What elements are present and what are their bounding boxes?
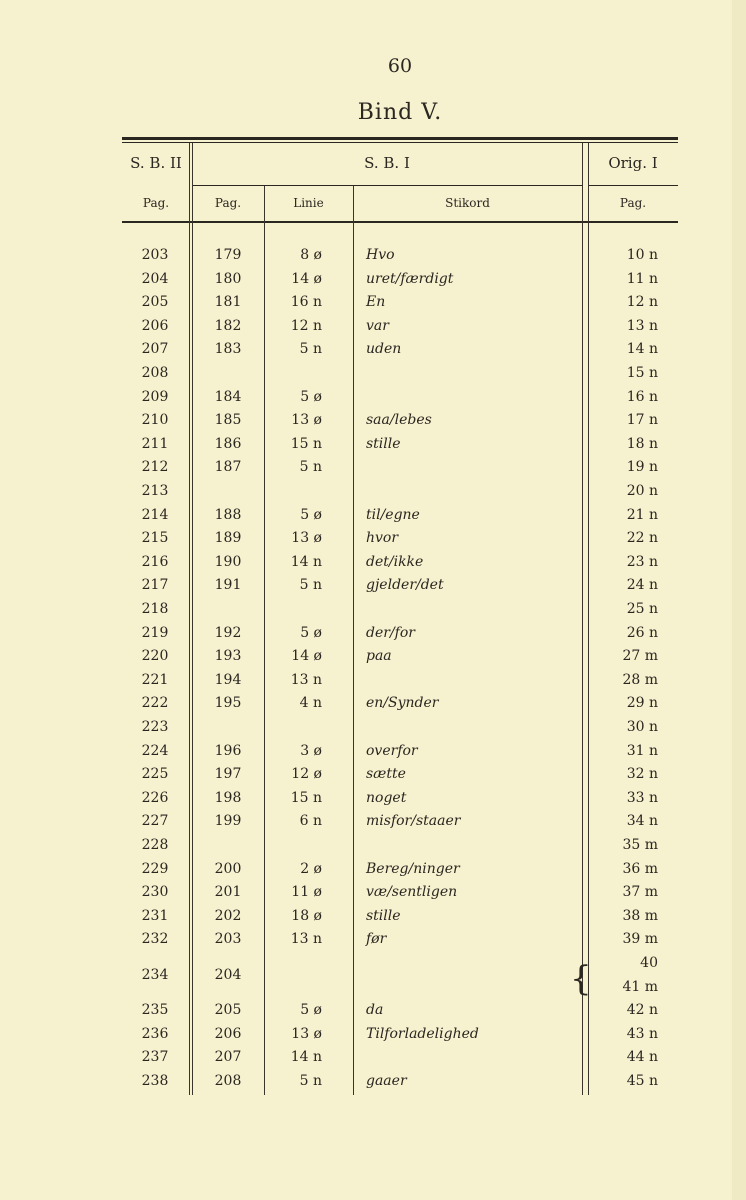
cell-orig-pag: 22 n	[626, 530, 658, 547]
cell-sb2-pag: 207	[141, 341, 169, 358]
cell-sb2-pag: 216	[141, 553, 169, 570]
cell-orig-pag: 14 n	[626, 341, 658, 358]
cell-orig-pag: 17 n	[626, 412, 658, 429]
cell-stikord: overfor	[366, 742, 418, 759]
cell-sb2-pag: 225	[141, 766, 169, 783]
table-row	[0, 315, 746, 338]
cell-orig-pag: 35 m	[622, 837, 658, 853]
cell-sb2-pag: 237	[141, 1049, 169, 1066]
table-top-rule-thin	[122, 142, 678, 143]
cell-stikord: da	[366, 1002, 384, 1019]
cell-sb2-pag: 231	[141, 907, 169, 924]
cell-orig-pag: 13 n	[626, 317, 658, 334]
cell-sb1-pag: 186	[214, 435, 242, 452]
cell-sb2-pag: 211	[141, 435, 169, 452]
cell-orig-pag: 38 m	[622, 907, 658, 924]
cell-orig-pag: 43 n	[626, 1025, 658, 1042]
cell-linie: 15 n	[290, 789, 322, 806]
cell-linie: 13 ø	[291, 1025, 322, 1042]
table-row	[0, 716, 746, 739]
cell-linie: 15 n	[290, 435, 322, 452]
cell-sb1-pag: 197	[214, 766, 242, 783]
cell-stikord: stille	[366, 435, 401, 452]
page-title: Bind V.	[357, 100, 443, 125]
cell-sb1-pag: 181	[214, 294, 242, 311]
cell-stikord: det/ikke	[366, 553, 424, 570]
cell-sb1-pag: 195	[214, 695, 242, 712]
cell-sb1-pag: 191	[214, 577, 242, 594]
header-divider-right	[588, 185, 678, 186]
cell-sb1-pag: 183	[214, 341, 242, 358]
cell-sb2-pag: 234	[141, 966, 169, 983]
cell-linie: 13 ø	[291, 412, 322, 429]
table-row	[0, 966, 746, 999]
cell-orig-pag: 42 n	[626, 1002, 658, 1019]
table-row	[0, 598, 746, 621]
table-row	[0, 551, 746, 574]
table-row	[0, 1070, 746, 1093]
header-orig: Orig. I	[608, 154, 658, 172]
cell-sb2-pag: 210	[141, 412, 169, 429]
cell-stikord: en/Synder	[366, 695, 439, 712]
cell-stikord: til/egne	[366, 506, 420, 523]
cell-orig-pag: 40	[640, 955, 658, 971]
brace-glyph: {	[570, 959, 592, 999]
cell-sb2-pag: 229	[141, 860, 169, 877]
cell-sb2-pag: 215	[141, 530, 169, 547]
cell-sb2-pag: 235	[141, 1002, 169, 1019]
cell-linie: 3 ø	[300, 742, 322, 759]
cell-sb2-pag: 238	[141, 1073, 169, 1089]
table-row	[0, 362, 746, 385]
cell-orig-pag: 27 m	[622, 648, 658, 665]
cell-stikord: gaaer	[366, 1073, 407, 1089]
cell-linie: 13 n	[290, 671, 322, 688]
cell-orig-pag: 21 n	[626, 506, 658, 523]
table-row	[0, 999, 746, 1022]
table-row	[0, 433, 746, 456]
cell-sb1-pag: 204	[214, 966, 242, 983]
cell-linie: 5 ø	[300, 388, 322, 405]
cell-linie: 12 n	[290, 317, 322, 334]
cell-orig-pag: 34 n	[626, 813, 658, 830]
cell-sb1-pag: 198	[214, 789, 242, 806]
cell-sb2-pag: 222	[141, 695, 169, 712]
table-row	[0, 622, 746, 645]
table-row	[0, 1023, 746, 1046]
cell-linie: 11 ø	[291, 884, 322, 901]
cell-sb1-pag: 180	[214, 270, 242, 287]
cell-sb1-pag: 193	[214, 648, 242, 665]
table-row	[0, 740, 746, 763]
cell-stikord: misfor/staaer	[366, 813, 461, 830]
cell-linie: 13 n	[290, 931, 322, 948]
page-number: 60	[387, 55, 413, 77]
table-top-rule	[122, 137, 678, 140]
cell-sb2-pag: 232	[141, 931, 169, 948]
cell-linie: 12 ø	[291, 766, 322, 783]
cell-sb1-pag: 192	[214, 624, 242, 641]
cell-sb2-pag: 208	[141, 365, 169, 381]
cell-sb2-pag: 218	[141, 601, 169, 617]
cell-sb2-pag: 204	[141, 270, 169, 287]
table-row	[0, 527, 746, 550]
table-row	[0, 810, 746, 833]
cell-linie: 16 n	[290, 294, 322, 311]
cell-stikord: paa	[366, 648, 392, 665]
cell-sb1-pag: 203	[214, 931, 242, 948]
cell-linie: 5 n	[299, 341, 322, 358]
cell-linie: 14 n	[290, 553, 322, 570]
table-row	[0, 645, 746, 668]
cell-stikord: uret/færdigt	[366, 270, 454, 287]
cell-orig-pag: 15 n	[626, 365, 658, 381]
table-row	[0, 244, 746, 267]
cell-sb1-pag: 189	[214, 530, 242, 547]
subheader-pag-sb1: Pag.	[214, 196, 242, 210]
cell-sb1-pag: 185	[214, 412, 242, 429]
table-row	[0, 574, 746, 597]
cell-stikord: Hvo	[366, 247, 395, 263]
cell-orig-pag: 36 m	[622, 860, 658, 877]
header-sb2: S. B. II	[130, 154, 182, 172]
cell-orig-pag: 23 n	[626, 553, 658, 570]
cell-orig-pag: 12 n	[626, 294, 658, 311]
cell-orig-pag: 11 n	[626, 270, 658, 287]
subheader-stikord: Stikord	[445, 196, 490, 210]
cell-orig-pag: 41 m	[622, 978, 658, 995]
cell-linie: 14 ø	[291, 648, 322, 665]
cell-orig-pag: 20 n	[626, 483, 658, 499]
table-row	[0, 480, 746, 503]
cell-sb2-pag: 209	[141, 388, 169, 405]
cell-stikord: der/for	[366, 624, 415, 641]
table-row	[0, 905, 746, 928]
subheader-pag-sb2: Pag.	[142, 196, 170, 210]
table-row	[0, 456, 746, 479]
table-row	[0, 763, 746, 786]
cell-orig-pag: 37 m	[622, 884, 658, 901]
table-row	[0, 928, 746, 951]
table-row	[0, 291, 746, 314]
cell-sb1-pag: 201	[214, 884, 242, 901]
table-row	[0, 834, 746, 857]
cell-stikord: En	[366, 294, 386, 311]
table-row	[0, 858, 746, 881]
cell-sb1-pag: 184	[214, 388, 242, 405]
cell-stikord: gjelder/det	[366, 577, 444, 594]
cell-sb1-pag: 207	[214, 1049, 242, 1066]
cell-sb2-pag: 213	[141, 483, 169, 499]
cell-sb2-pag: 224	[141, 742, 169, 759]
cell-orig-pag: 24 n	[626, 577, 658, 594]
subheader-bottom-rule	[122, 221, 678, 223]
cell-orig-pag: 25 n	[626, 601, 658, 617]
cell-orig-pag: 16 n	[626, 388, 658, 405]
cell-orig-pag: 19 n	[626, 459, 658, 476]
cell-orig-pag: 29 n	[626, 695, 658, 712]
cell-stikord: væ/sentligen	[366, 884, 458, 901]
cell-sb1-pag: 206	[214, 1025, 242, 1042]
table-row	[0, 669, 746, 692]
cell-sb1-pag: 188	[214, 506, 242, 523]
table-row	[0, 338, 746, 361]
cell-sb2-pag: 203	[141, 247, 169, 263]
table-row	[0, 268, 746, 291]
cell-stikord: Tilforladelighed	[366, 1025, 479, 1042]
cell-sb2-pag: 223	[141, 719, 169, 735]
cell-sb1-pag: 202	[214, 907, 242, 924]
cell-orig-pag: 10 n	[626, 247, 658, 263]
cell-sb1-pag: 190	[214, 553, 242, 570]
cell-orig-pag: 39 m	[622, 931, 658, 948]
cell-orig-pag: 33 n	[626, 789, 658, 806]
cell-orig-pag: 26 n	[626, 624, 658, 641]
cell-sb2-pag: 221	[141, 671, 169, 688]
cell-linie: 18 ø	[291, 907, 322, 924]
cell-stikord: sætte	[366, 766, 406, 783]
cell-linie: 5 ø	[300, 624, 322, 641]
cell-orig-pag: 18 n	[626, 435, 658, 452]
table-row	[0, 787, 746, 810]
cell-sb2-pag: 205	[141, 294, 169, 311]
cell-stikord: saa/lebes	[366, 412, 432, 429]
cell-sb2-pag: 230	[141, 884, 169, 901]
cell-sb1-pag: 196	[214, 742, 242, 759]
cell-orig-pag: 44 n	[626, 1049, 658, 1066]
cell-linie: 5 ø	[300, 506, 322, 523]
cell-orig-pag: 31 n	[626, 742, 658, 759]
table-row	[0, 1046, 746, 1069]
cell-sb1-pag: 205	[214, 1002, 242, 1019]
cell-sb2-pag: 214	[141, 506, 169, 523]
cell-linie: 14 ø	[291, 270, 322, 287]
cell-linie: 8 ø	[300, 247, 322, 263]
cell-sb1-pag: 194	[214, 671, 242, 688]
cell-linie: 13 ø	[291, 530, 322, 547]
table-row	[0, 952, 746, 975]
cell-stikord: før	[366, 931, 387, 948]
cell-sb2-pag: 228	[141, 837, 169, 853]
cell-stikord: Bereg/ninger	[366, 860, 460, 877]
cell-sb1-pag: 199	[214, 813, 242, 830]
cell-sb2-pag: 236	[141, 1025, 169, 1042]
table-row	[0, 504, 746, 527]
subheader-linie: Linie	[293, 196, 324, 210]
cell-sb1-pag: 187	[214, 459, 242, 476]
cell-sb1-pag: 182	[214, 317, 242, 334]
cell-linie: 5 ø	[300, 1002, 322, 1019]
cell-sb2-pag: 227	[141, 813, 169, 830]
cell-linie: 5 n	[299, 459, 322, 476]
cell-orig-pag: 30 n	[626, 719, 658, 735]
cell-sb1-pag: 179	[214, 247, 242, 263]
cell-stikord: uden	[366, 341, 402, 358]
cell-stikord: stille	[366, 907, 401, 924]
cell-orig-pag: 45 n	[626, 1073, 658, 1089]
cell-sb2-pag: 217	[141, 577, 169, 594]
cell-linie: 5 n	[299, 1073, 322, 1089]
cell-sb2-pag: 206	[141, 317, 169, 334]
cell-linie: 6 n	[299, 813, 322, 830]
cell-linie: 14 n	[290, 1049, 322, 1066]
cell-stikord: hvor	[366, 530, 399, 547]
cell-orig-pag: 28 m	[622, 671, 658, 688]
table-row	[0, 386, 746, 409]
cell-linie: 2 ø	[300, 860, 322, 877]
subheader-pag-orig: Pag.	[619, 196, 647, 210]
cell-sb2-pag: 226	[141, 789, 169, 806]
cell-orig-pag: 32 n	[626, 766, 658, 783]
cell-linie: 4 n	[299, 695, 322, 712]
table-row	[0, 409, 746, 432]
cell-sb2-pag: 220	[141, 648, 169, 665]
header-sb1: S. B. I	[364, 154, 410, 172]
cell-sb1-pag: 200	[214, 860, 242, 877]
cell-sb2-pag: 212	[141, 459, 169, 476]
table-row	[0, 692, 746, 715]
cell-sb2-pag: 219	[141, 624, 169, 641]
cell-stikord: var	[366, 317, 389, 334]
cell-stikord: noget	[366, 789, 407, 806]
table-row	[0, 881, 746, 904]
header-divider	[192, 185, 582, 186]
cell-sb1-pag: 208	[214, 1073, 242, 1089]
cell-linie: 5 n	[299, 577, 322, 594]
